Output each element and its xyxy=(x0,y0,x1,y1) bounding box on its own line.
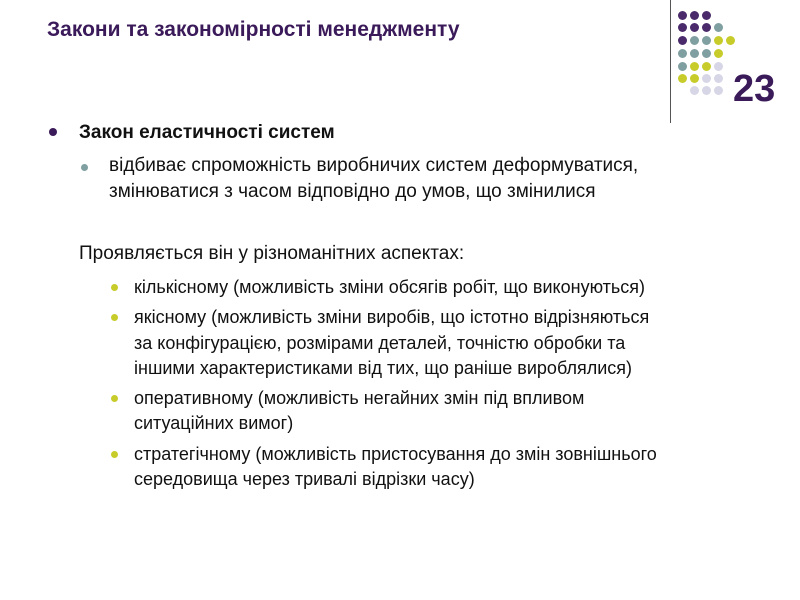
aspect-line: кількісному (можливість зміни обсягів робіт, що виконуються) xyxy=(134,277,646,297)
decor-dot xyxy=(690,11,699,20)
decor-dot xyxy=(678,23,687,32)
bullet-dot xyxy=(81,164,88,171)
aspect-line: іншими характеристиками від тих, що раніше вироблялися) xyxy=(134,358,632,378)
definition-line: змінюватися з часом відповідно до умов, що змінилися xyxy=(109,181,596,202)
decor-dot xyxy=(702,49,711,58)
decor-dot xyxy=(678,74,687,83)
decor-dot xyxy=(690,74,699,83)
decor-dot xyxy=(678,36,687,45)
decor-dot xyxy=(714,62,723,71)
decor-dot xyxy=(714,74,723,83)
bullet-dot xyxy=(111,284,118,291)
decor-dot xyxy=(678,49,687,58)
decor-dot xyxy=(690,49,699,58)
decor-dot xyxy=(702,86,711,95)
decor-dot xyxy=(690,23,699,32)
decor-dot xyxy=(678,62,687,71)
bullet-dot xyxy=(111,451,118,458)
header-divider-line xyxy=(670,0,671,123)
law-heading: Закон еластичності систем xyxy=(79,122,335,143)
bullet-dot xyxy=(111,314,118,321)
decor-dot xyxy=(726,36,735,45)
aspect-line: оперативному (можливість негайних змін під впливом xyxy=(134,388,585,408)
decor-dot xyxy=(702,23,711,32)
decor-dot xyxy=(702,74,711,83)
aspect-line: якісному (можливість зміни виробів, що істотно відрізняються xyxy=(134,307,650,327)
decor-dot xyxy=(714,49,723,58)
aspect-line: стратегічному (можливість пристосування до змін зовнішнього xyxy=(134,444,657,464)
aspect-line: ситуаційних вимог) xyxy=(134,413,294,433)
decor-dot xyxy=(690,62,699,71)
decor-dot xyxy=(690,36,699,45)
slide-number: 23 xyxy=(733,68,776,110)
decor-dot xyxy=(690,86,699,95)
decor-dot xyxy=(714,23,723,32)
bullet-dot xyxy=(111,395,118,402)
decor-dot xyxy=(702,11,711,20)
bullet-dot xyxy=(49,128,57,136)
definition-line: відбиває спроможність виробничих систем деформуватися, xyxy=(109,155,639,176)
aspect-line: середовища через тривалі відрізки часу) xyxy=(134,469,475,489)
aspects-intro: Проявляється він у різноманітних аспектах: xyxy=(79,243,465,264)
slide-title: Закони та закономірності менеджменту xyxy=(47,18,460,41)
decor-dot xyxy=(714,86,723,95)
decor-dot xyxy=(702,62,711,71)
aspect-line: за конфігурацією, розмірами деталей, точністю обробки та xyxy=(134,333,626,353)
decor-dot xyxy=(678,11,687,20)
decor-dot xyxy=(714,36,723,45)
decor-dot xyxy=(702,36,711,45)
